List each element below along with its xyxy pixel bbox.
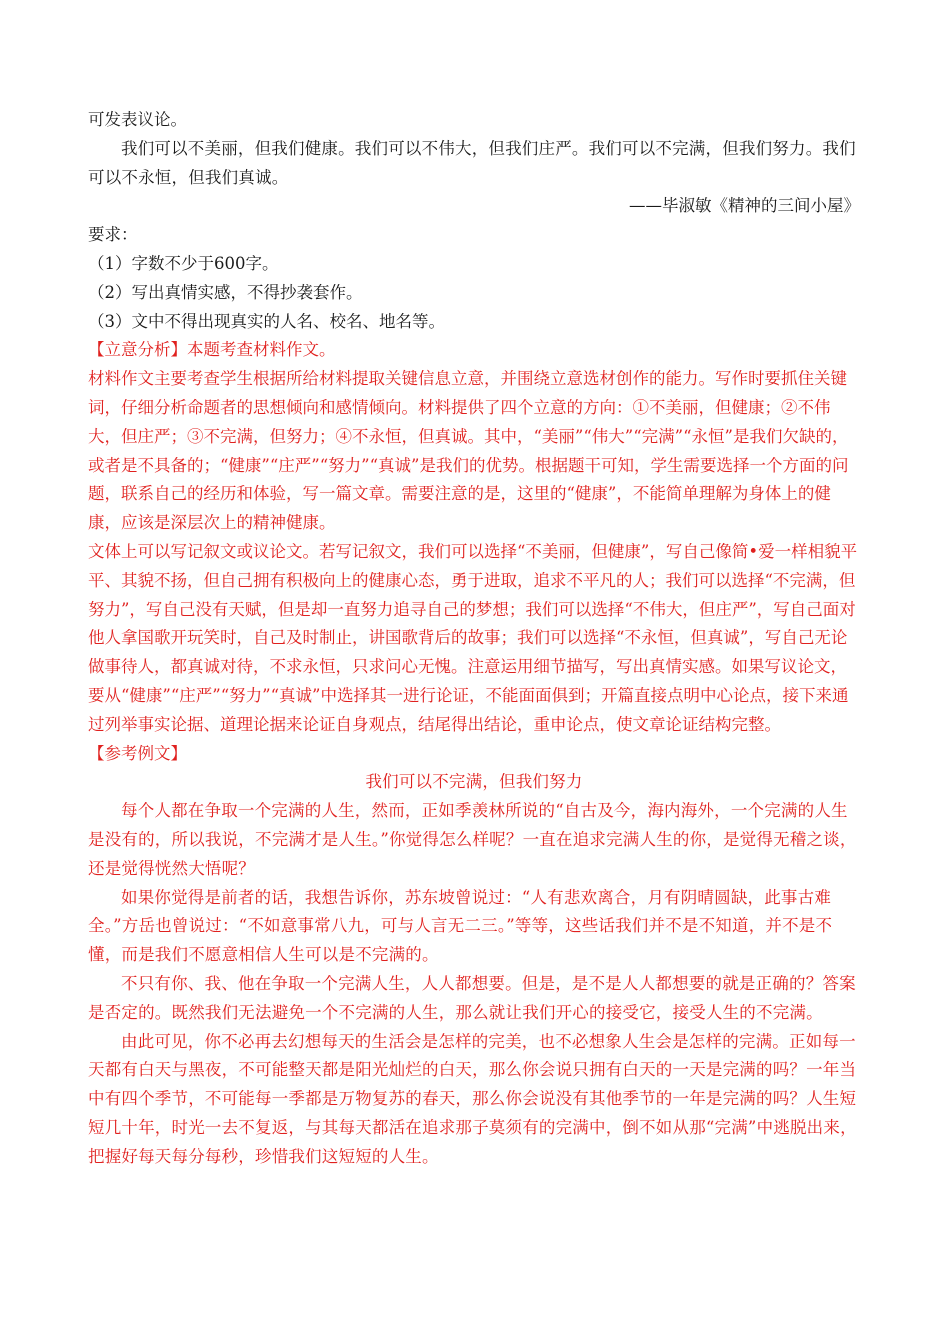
analysis-heading: 【立意分析】本题考查材料作文。 [88, 340, 336, 360]
requirement-2: （2）写出真情实感，不得抄袭套作。 [88, 282, 363, 302]
essay-paragraph-2: 如果你觉得是前者的话，我想告诉你，苏东坡曾说过：“人有悲欢离合，月有阴晴圆缺，此事古难全。”方岳也曾说过：“不如意事常八九，可与人言无二三。”等等，这些话我们并不是不知道，并不是不懂，而是我们不愿意相信人生可以是不完满的。 [88, 887, 833, 965]
requirements-title: 要求： [88, 225, 138, 245]
essay-heading: 【参考例文】 [88, 743, 187, 763]
analysis-paragraph-2: 文体上可以写记叙文或议论文。若写记叙文，我们可以选择“不美丽，但健康”，写自己像简•爱一样相貌平平、其貌不扬，但自己拥有积极向上的健康心态，勇于进取，追求不平凡的人；我们可以选择“不完满，但努力”，写自己没有天赋，但是却一直努力追寻自己的梦想；我们可以选择“不伟大，但庄严”，写自己面对他人拿国歌开玩笑时，自己及时制止，讲国歌背后的故事；我们可以选择“不永恒，但真诚”，写自己无论做事待人，都真诚对待，不求永恒，只求问心无愧。注意运用细节描写，写出真情实感。如果写议论文，要从“健康”“庄严”“努力”“真诚”中选择其一进行论证，不能面面俱到；开篇直接点明中心论点，接下来通过列举事实论据、道理论据来论证自身观点，结尾得出结论，重申论点，使文章论证结构完整。 [88, 541, 858, 734]
requirement-1: （1）字数不少于600字。 [88, 253, 279, 273]
requirement-3: （3）文中不得出现真实的人名、校名、地名等。 [88, 311, 445, 331]
essay-paragraph-3: 不只有你、我、他在争取一个完满人生，人人都想要。但是，是不是人人都想要的就是正确的？答案是否定的。既然我们无法避免一个不完满的人生，那么就让我们开心的接受它，接受人生的不完满。 [88, 973, 856, 1022]
quote-source: ——毕淑敏《精神的三间小屋》 [629, 196, 860, 216]
analysis-paragraph-1: 材料作文主要考查学生根据所给材料提取关键信息立意，并围绕立意选材创作的能力。写作时要抓住关键词，仔细分析命题者的思想倾向和感情倾向。材料提供了四个立意的方向：①不美丽，但健康；②不伟大，但庄严；③不完满，但努力；④不永恒，但真诚。其中，“美丽”“伟大”“完满”“永恒”是我们欠缺的，或者是不具备的；“健康”“庄严”“努力”“真诚”是我们的优势。根据题干可知，学生需要选择一个方面的问题，联系自己的经历和体验，写一篇文章。需要注意的是，这里的“健康”，不能简单理解为身体上的健康，应该是深层次上的精神健康。 [88, 369, 849, 533]
essay-title: 我们可以不完满，但我们努力 [365, 772, 583, 792]
essay-paragraph-4: 由此可见，你不必再去幻想每天的生活会是怎样的完美，也不必想象人生会是怎样的完满。正如每一天都有白天与黑夜，不可能整天都是阳光灿烂的白天，那么你会说只拥有白天的一天是完满的吗？一年当中有四个季节，不可能每一季都是万物复苏的春天，那么你会说没有其他季节的一年是完满的吗？人生短短几十年，时光一去不复返，与其每天都活在追求那子莫须有的完满中，倒不如从那“完满”中逃脱出来，把握好每天每分每秒，珍惜我们这短短的人生。 [88, 1031, 857, 1166]
prompt-quote: 我们可以不美丽，但我们健康。我们可以不伟大，但我们庄严。我们可以不完满，但我们努力。我们可以不永恒，但我们真诚。 [88, 138, 856, 187]
prompt-tail: 可发表议论。 [88, 110, 187, 129]
essay-paragraph-1: 每个人都在争取一个完满的人生，然而，正如季羡林所说的“自古及今，海内海外，一个完满的人生是没有的，所以我说，不完满才是人生。”你觉得怎么样呢？一直在追求完满人生的你，是觉得无稽之谈，还是觉得恍然大悟呢？ [88, 801, 857, 878]
document-page [88, 106, 860, 1171]
